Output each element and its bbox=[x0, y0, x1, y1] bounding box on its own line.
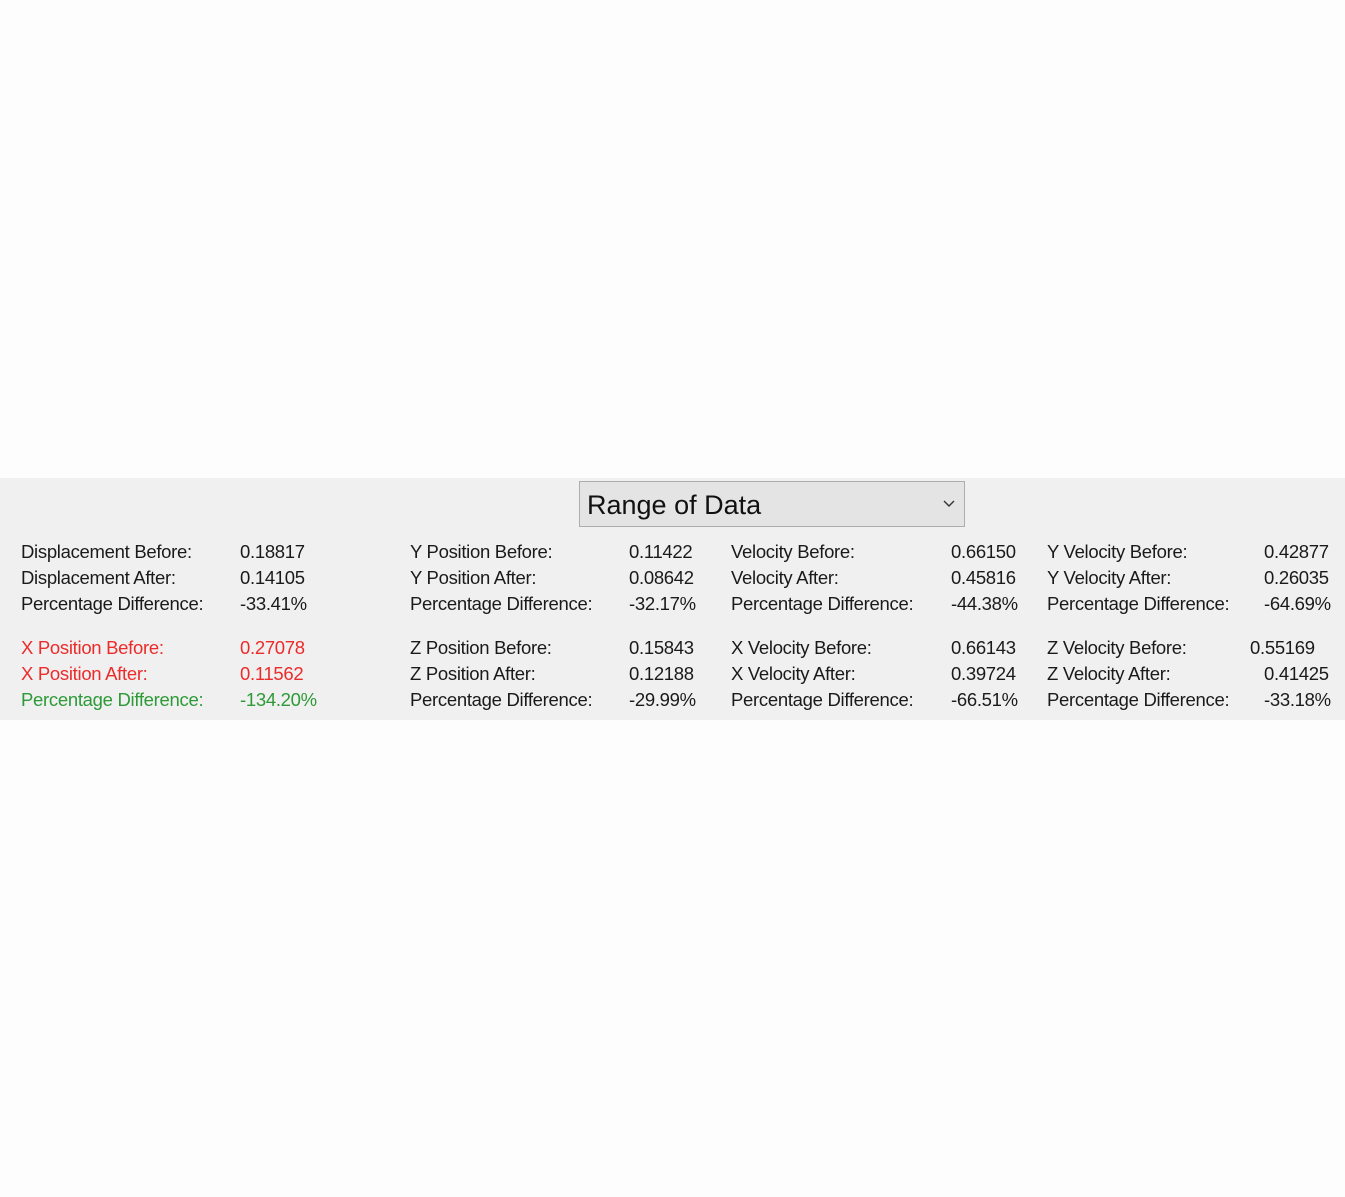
x-position-before-value: 0.27078 bbox=[240, 637, 305, 658]
z-position-before-label: Z Position Before: bbox=[410, 637, 552, 658]
z-position-after-label: Z Position After: bbox=[410, 663, 536, 684]
velocity-after-value: 0.45816 bbox=[951, 567, 1016, 588]
velocity-after-label: Velocity After: bbox=[731, 567, 839, 588]
y-velocity-after-value: 0.26035 bbox=[1264, 567, 1329, 588]
x-position-after-label: X Position After: bbox=[21, 663, 148, 684]
y-velocity-after-label: Y Velocity After: bbox=[1047, 567, 1172, 588]
velocity-diff-value: -44.38% bbox=[951, 593, 1018, 614]
y-velocity-before-value: 0.42877 bbox=[1264, 541, 1329, 562]
displacement-after-value: 0.14105 bbox=[240, 567, 305, 588]
z-velocity-before-label: Z Velocity Before: bbox=[1047, 637, 1187, 658]
displacement-before-label: Displacement Before: bbox=[21, 541, 192, 562]
velocity-before-label: Velocity Before: bbox=[731, 541, 855, 562]
z-position-after-value: 0.12188 bbox=[629, 663, 694, 684]
x-position-diff-value: -134.20% bbox=[240, 689, 317, 710]
z-velocity-before-value: 0.55169 bbox=[1250, 637, 1315, 658]
x-position-before-label: X Position Before: bbox=[21, 637, 164, 658]
y-position-diff-label: Percentage Difference: bbox=[410, 593, 593, 614]
y-velocity-diff-value: -64.69% bbox=[1264, 593, 1331, 614]
x-velocity-diff-value: -66.51% bbox=[951, 689, 1018, 710]
x-position-diff-label: Percentage Difference: bbox=[21, 689, 204, 710]
z-velocity-diff-value: -33.18% bbox=[1264, 689, 1331, 710]
displacement-diff-value: -33.41% bbox=[240, 593, 307, 614]
z-position-diff-label: Percentage Difference: bbox=[410, 689, 593, 710]
x-velocity-after-label: X Velocity After: bbox=[731, 663, 856, 684]
chevron-down-icon bbox=[942, 498, 956, 510]
range-select-value: Range of Data bbox=[587, 490, 762, 520]
velocity-diff-label: Percentage Difference: bbox=[731, 593, 914, 614]
statistics-panel bbox=[0, 478, 1345, 720]
displacement-before-value: 0.18817 bbox=[240, 541, 305, 562]
displacement-diff-label: Percentage Difference: bbox=[21, 593, 204, 614]
y-position-after-value: 0.08642 bbox=[629, 567, 694, 588]
range-select-dropdown[interactable] bbox=[579, 481, 965, 527]
x-velocity-before-value: 0.66143 bbox=[951, 637, 1016, 658]
z-position-diff-value: -29.99% bbox=[629, 689, 696, 710]
y-position-diff-value: -32.17% bbox=[629, 593, 696, 614]
z-position-before-value: 0.15843 bbox=[629, 637, 694, 658]
x-position-after-value: 0.11562 bbox=[240, 663, 304, 684]
y-position-before-label: Y Position Before: bbox=[410, 541, 553, 562]
y-position-before-value: 0.11422 bbox=[629, 541, 693, 562]
z-velocity-after-value: 0.41425 bbox=[1264, 663, 1329, 684]
y-velocity-diff-label: Percentage Difference: bbox=[1047, 593, 1230, 614]
x-velocity-after-value: 0.39724 bbox=[951, 663, 1016, 684]
y-velocity-before-label: Y Velocity Before: bbox=[1047, 541, 1188, 562]
displacement-after-label: Displacement After: bbox=[21, 567, 176, 588]
z-velocity-after-label: Z Velocity After: bbox=[1047, 663, 1171, 684]
y-position-after-label: Y Position After: bbox=[410, 567, 537, 588]
x-velocity-before-label: X Velocity Before: bbox=[731, 637, 872, 658]
x-velocity-diff-label: Percentage Difference: bbox=[731, 689, 914, 710]
velocity-before-value: 0.66150 bbox=[951, 541, 1016, 562]
z-velocity-diff-label: Percentage Difference: bbox=[1047, 689, 1230, 710]
